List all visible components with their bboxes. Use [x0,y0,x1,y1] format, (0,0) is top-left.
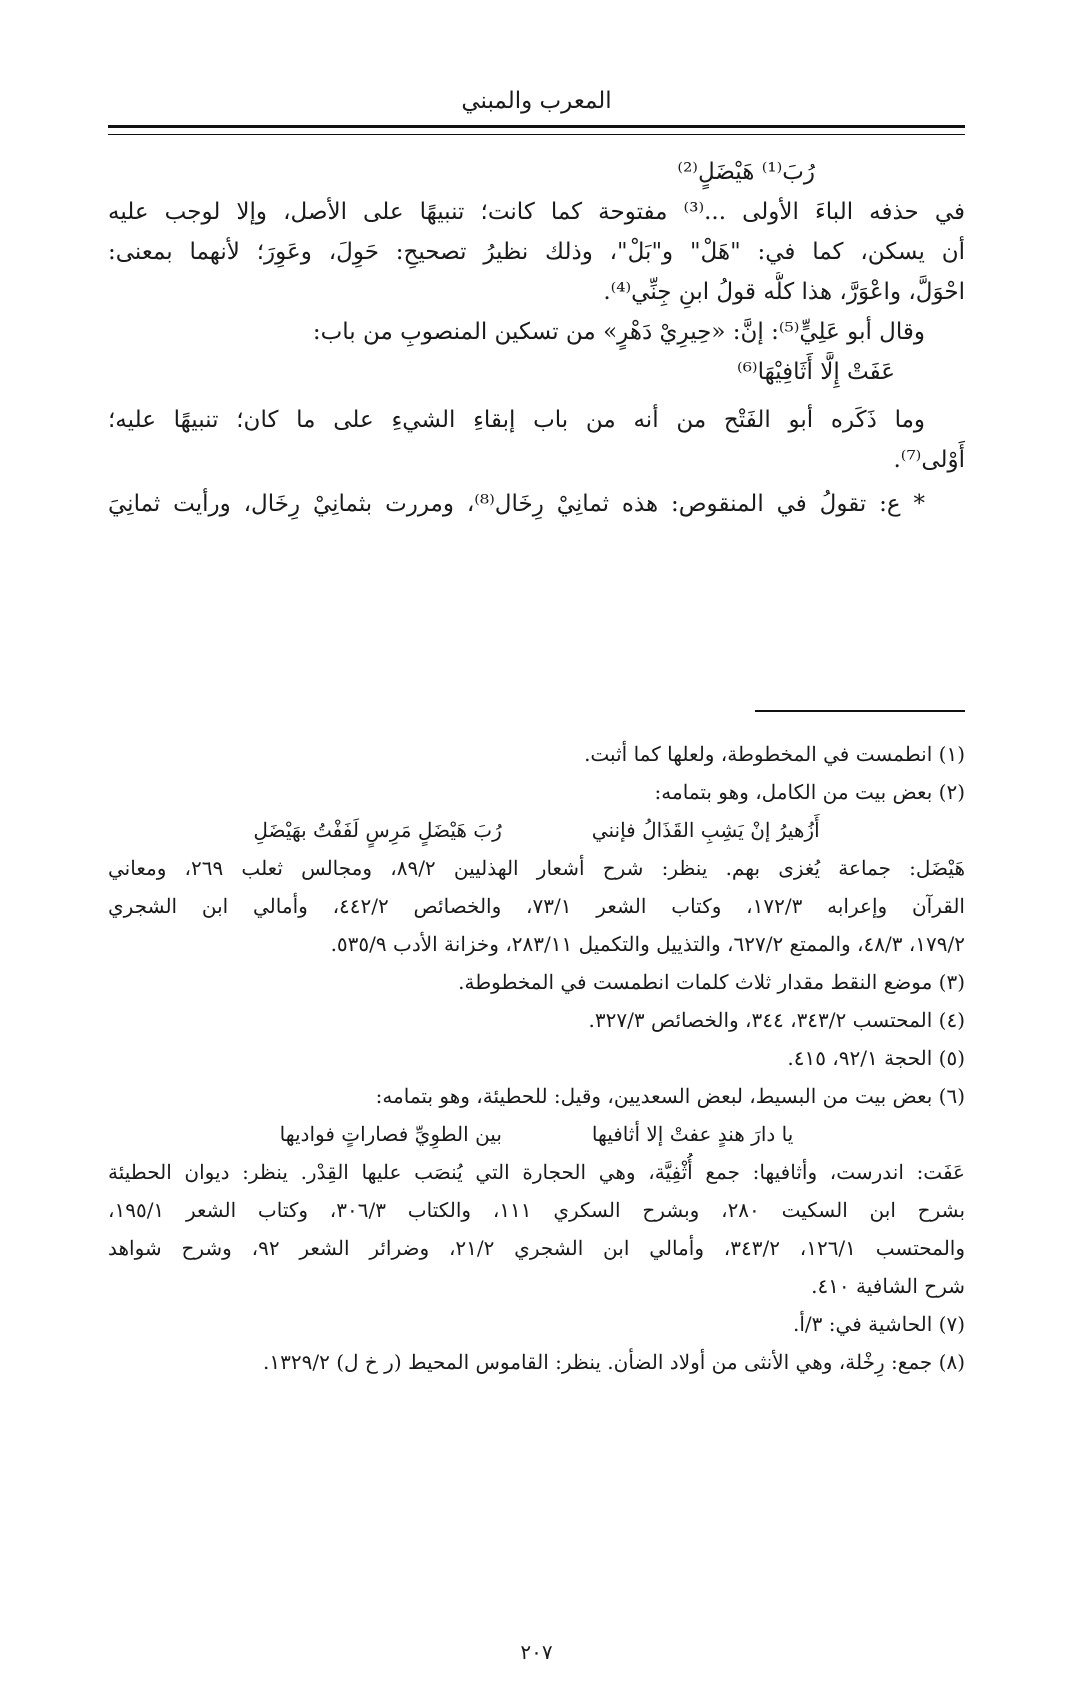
verse-hemistich: رُبَ هَيْضَلٍ مَرِسٍ لَفَفْتُ بهَيْضَلِ [253,818,502,842]
page-number: ٢٠٧ [520,1640,553,1664]
verse-hemistich: بين الطوِيِّ فصاراتٍ فواديها [279,1122,502,1146]
footnote-line: بشرح ابن السكيت ٢٨٠، وبشرح السكري ١١١، والكتاب ٣٠٦/٣، وكتاب الشعر ١٩٥/١، [108,1198,965,1222]
footnote-6-intro: (٦) بعض بيت من البسيط، لبعض السعديين، وقيل: للحطيئة، وهو بتمامه: [375,1084,965,1108]
footnote-line: هَيْضَل: جماعة يُغزى بهم. ينظر: شرح أشعار الهذليين ٨٩/٢، ومجالس ثعلب ٢٦٩، ومعاني [108,856,965,880]
footnote-5: (٥) الحجة ٩٢/١، ٤١٥. [787,1046,965,1070]
paragraph-line: في حذفه الباءَ الأولى ...⁽³⁾ مفتوحة كما كانت؛ تنبيهًا على الأصل، وإلا لوجب عليه [108,199,965,225]
footnote-2-intro: (٢) بعض بيت من الكامل، وهو بتمامه: [654,780,965,804]
paragraph-line: وقال أبو عَلِيٍّ⁽⁵⁾: إنَّ: «حِيرِيْ دَهْرٍ» من تسكين المنصوبِ من باب: [312,319,925,345]
footnote-1: (١) انطمست في المخطوطة، ولعلها كما أثبت. [584,742,965,766]
footnote-line: عَفَت: اندرست، وأثافيها: جمع أُثْفِيَّة، وهي الحجارة التي يُنصَب عليها القِدْر. ينظر: ديوان الحطيئة [108,1160,965,1184]
footnote-7: (٧) الحاشية في: ٣/أ. [793,1312,965,1336]
main-text [108,152,965,524]
footnote-4: (٤) المحتسب ٣٤٣/٢، ٣٤٤، والخصائص ٣٢٧/٣. [588,1008,965,1032]
paragraph-line: احْوَلَّ، واعْوَرَّ، هذا كلُّه قولُ ابنِ جِنِّي⁽⁴⁾. [603,279,965,305]
running-header: المعرب والمبني [461,88,612,114]
paragraph-line: أَوْلى⁽⁷⁾. [893,447,965,473]
header-rule-thick [108,125,965,128]
footnote-line: ١٧٩/٢، ٤٨/٣، والممتع ٦٢٧/٢، والتذييل والتكميل ٢٨٣/١١، وخزانة الأدب ٥٣٥/٩. [330,932,965,956]
header-rule-thin [108,134,965,135]
paragraph-line: أن يسكن، كما في: "هَلْ" و"بَلْ"، وذلك نظيرُ تصحيحِ: حَوِلَ، وعَوِرَ؛ لأنهما بمعنى: [108,239,965,265]
paragraph-line: * ع: تقولُ في المنقوص: هذه ثمانِيْ رِخَال⁽⁸⁾، ومررت بثمانِيْ رِخَال، ورأيت ثمانِيَ [108,491,925,517]
verse-hemistich: يا دارَ هندٍ عفتْ إلا أثافيها [591,1122,794,1146]
verse-hemistich: أَزُهيرُ إنْ يَشِبِ القَذَالُ فإنني [591,818,820,842]
paragraph-line: وما ذَكَره أبو الفَتْح من أنه من باب إبقاءِ الشيءِ على ما كان؛ تنبيهًا عليه؛ [108,407,925,433]
footnote-3: (٣) موضع النقط مقدار ثلاث كلمات انطمست في المخطوطة. [458,970,965,994]
verse-fragment: عَفَتْ إِلَّا أَثَافِيْهَا⁽⁶⁾ [737,359,895,385]
book-page [108,0,965,1698]
footnote-line: القرآن وإعرابه ١٧٢/٣، وكتاب الشعر ٧٣/١، والخصائص ٤٤٢/٢، وأمالي ابن الشجري [108,894,965,918]
verse-fragment: رُبَ⁽¹⁾ هَيْضَلٍ⁽²⁾ [677,159,815,185]
footnote-2-verse [108,811,965,849]
footnote-separator [755,710,965,712]
footnote-line: والمحتسب ١٢٦/١، ٣٤٣/٢، وأمالي ابن الشجري ٢١/٢، وضرائر الشعر ٩٢، وشرح شواهد [108,1236,965,1260]
footnote-6-verse [108,1115,965,1153]
footnote-line: شرح الشافية ٤١٠. [811,1274,965,1298]
footnotes [108,735,965,1381]
footnote-8: (٨) جمع: رِخْلة، وهي الأنثى من أولاد الضأن. ينظر: القاموس المحيط (ر خ ل) ١٣٢٩/٢. [263,1350,965,1374]
